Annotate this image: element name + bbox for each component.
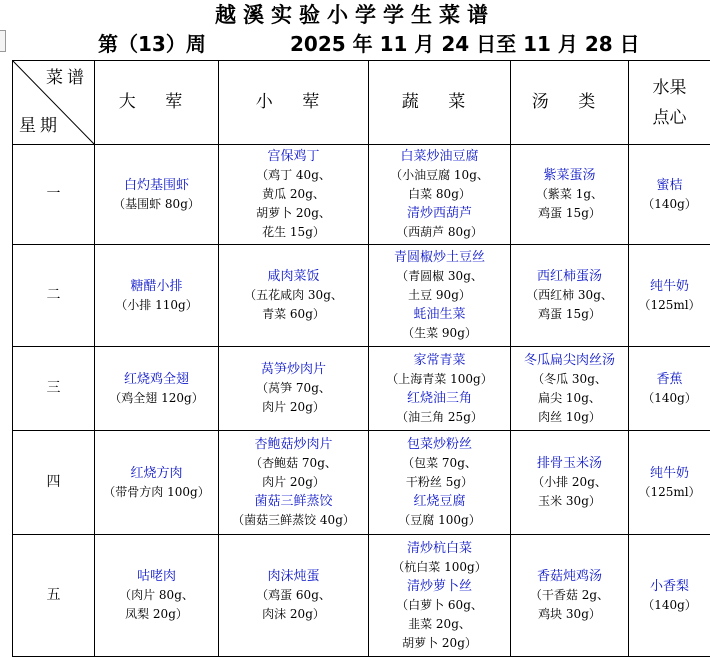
ingredient-line: 韭菜 20g、: [369, 615, 510, 634]
ingredient-line: （冬瓜 30g、: [511, 370, 628, 389]
ingredient-line: （140g）: [629, 195, 710, 214]
page-edge-marker: [0, 30, 6, 52]
soup-cell: [511, 347, 629, 431]
fruit-snack-cell: [629, 431, 710, 535]
vegetables-cell: [369, 347, 511, 431]
ingredient-line: 鸡块 30g）: [511, 605, 628, 624]
dish-name: 紫菜蛋汤: [511, 166, 628, 185]
dish-name: 红烧鸡全翅: [95, 370, 218, 389]
side-meat-cell: [219, 145, 369, 245]
day-row: [13, 431, 710, 535]
dish-name: 小香梨: [629, 577, 710, 596]
vegetables-cell: [369, 431, 511, 535]
ingredient-line: 胡萝卜 20g、: [219, 204, 368, 223]
ingredient-line: （油三角 25g）: [369, 408, 510, 427]
ingredient-line: 玉米 30g）: [511, 492, 628, 511]
ingredient-line: （莴笋 70g、: [219, 379, 368, 398]
header-row: [13, 61, 710, 145]
main-meat-cell: [95, 431, 219, 535]
dish-name: 红烧豆腐: [369, 492, 510, 511]
ingredient-line: （小排 110g）: [95, 296, 218, 315]
dish-name: 咸肉菜饭: [219, 267, 368, 286]
date-range: 2025 年 11 月 24 日至 11 月 28 日: [290, 30, 640, 58]
ingredient-line: （菌菇三鲜蒸饺 40g）: [219, 511, 368, 530]
ingredient-line: （西红柿 30g、: [511, 286, 628, 305]
soup-cell: [511, 245, 629, 347]
menu-table: [12, 60, 710, 657]
header-fruit: 水果: [629, 73, 710, 103]
dish-name: 香菇炖鸡汤: [511, 567, 628, 586]
weekday-cell: 五: [13, 535, 95, 657]
ingredient-line: （125ml）: [629, 483, 710, 502]
ingredient-line: （140g）: [629, 389, 710, 408]
weekday-cell: 四: [13, 431, 95, 535]
ingredient-line: （带骨方肉 100g）: [95, 483, 218, 502]
main-meat-cell: [95, 245, 219, 347]
ingredient-line: 凤梨 20g）: [95, 605, 218, 624]
dish-name: 糖醋小排: [95, 277, 218, 296]
ingredient-line: 白菜 80g）: [369, 185, 510, 204]
ingredient-line: （基围虾 80g）: [95, 195, 218, 214]
header-main-meat: 大 荤: [95, 61, 219, 145]
ingredient-line: （紫菜 1g、: [511, 185, 628, 204]
ingredient-line: （干香菇 2g、: [511, 586, 628, 605]
dish-name: 莴笋炒肉片: [219, 360, 368, 379]
dish-name: 宫保鸡丁: [219, 147, 368, 166]
fruit-snack-cell: [629, 347, 710, 431]
ingredient-line: 扁尖 10g、: [511, 389, 628, 408]
dish-name: 红烧方肉: [95, 464, 218, 483]
vegetables-cell: [369, 535, 511, 657]
dish-name: 咕咾肉: [95, 567, 218, 586]
ingredient-line: 肉沫 20g）: [219, 605, 368, 624]
day-row: [13, 347, 710, 431]
ingredient-line: （上海青菜 100g）: [369, 370, 510, 389]
dish-name: 菌菇三鲜蒸饺: [219, 492, 368, 511]
header-vegetables: 蔬 菜: [369, 61, 511, 145]
dish-name: 纯牛奶: [629, 464, 710, 483]
header-snack: 点心: [629, 103, 710, 133]
ingredient-line: 肉片 20g）: [219, 398, 368, 417]
ingredient-line: 花生 15g）: [219, 223, 368, 242]
ingredient-line: （鸡蛋 60g、: [219, 586, 368, 605]
day-row: [13, 145, 710, 245]
header-fruit-snack: [629, 61, 710, 145]
side-meat-cell: [219, 535, 369, 657]
corner-label-menu: 菜谱: [46, 69, 88, 88]
ingredient-line: （白萝卜 60g、: [369, 596, 510, 615]
dish-name: 香蕉: [629, 370, 710, 389]
ingredient-line: （肉片 80g、: [95, 586, 218, 605]
header-side-meat: 小 荤: [219, 61, 369, 145]
day-row: [13, 245, 710, 347]
ingredient-line: （小排 20g、: [511, 473, 628, 492]
side-meat-cell: [219, 431, 369, 535]
day-row: [13, 535, 710, 657]
ingredient-line: 鸡蛋 15g）: [511, 305, 628, 324]
dish-name: 蜜桔: [629, 176, 710, 195]
ingredient-line: 干粉丝 5g）: [369, 473, 510, 492]
weekday-cell: 三: [13, 347, 95, 431]
dish-name: 排骨玉米汤: [511, 454, 628, 473]
ingredient-line: 鸡蛋 15g）: [511, 204, 628, 223]
dish-name: 清炒杭白菜: [369, 539, 510, 558]
ingredient-line: 青菜 60g）: [219, 305, 368, 324]
side-meat-cell: [219, 245, 369, 347]
ingredient-line: （125ml）: [629, 296, 710, 315]
dish-name: 西红柿蛋汤: [511, 267, 628, 286]
ingredient-line: （西葫芦 80g）: [369, 223, 510, 242]
fruit-snack-cell: [629, 245, 710, 347]
dish-name: 青圆椒炒土豆丝: [369, 248, 510, 267]
vegetables-cell: [369, 245, 511, 347]
ingredient-line: （小油豆腐 10g、: [369, 166, 510, 185]
corner-label-weekday: 星期: [19, 117, 61, 136]
ingredient-line: （生菜 90g）: [369, 324, 510, 343]
dish-name: 白菜炒油豆腐: [369, 147, 510, 166]
dish-name: 包菜炒粉丝: [369, 435, 510, 454]
dish-name: 红烧油三角: [369, 389, 510, 408]
dish-name: 清炒萝卜丝: [369, 577, 510, 596]
ingredient-line: 土豆 90g）: [369, 286, 510, 305]
main-meat-cell: [95, 145, 219, 245]
ingredient-line: （鸡全翅 120g）: [95, 389, 218, 408]
main-meat-cell: [95, 535, 219, 657]
fruit-snack-cell: [629, 145, 710, 245]
weekday-cell: 二: [13, 245, 95, 347]
vegetables-cell: [369, 145, 511, 245]
soup-cell: [511, 535, 629, 657]
menu-title: 越溪实验小学学生菜谱: [0, 2, 710, 28]
dish-name: 家常青菜: [369, 351, 510, 370]
ingredient-line: 肉片 20g）: [219, 473, 368, 492]
dish-name: 白灼基围虾: [95, 176, 218, 195]
dish-name: 冬瓜扁尖肉丝汤: [511, 351, 628, 370]
soup-cell: [511, 431, 629, 535]
ingredient-line: （杏鲍菇 70g、: [219, 454, 368, 473]
side-meat-cell: [219, 347, 369, 431]
dish-name: 清炒西葫芦: [369, 204, 510, 223]
weekday-cell: 一: [13, 145, 95, 245]
dish-name: 蚝油生菜: [369, 305, 510, 324]
ingredient-line: 黄瓜 20g、: [219, 185, 368, 204]
menu-body: [13, 145, 710, 657]
ingredient-line: （五花咸肉 30g、: [219, 286, 368, 305]
ingredient-line: （140g）: [629, 596, 710, 615]
ingredient-line: （豆腐 100g）: [369, 511, 510, 530]
ingredient-line: （青圆椒 30g、: [369, 267, 510, 286]
soup-cell: [511, 145, 629, 245]
dish-name: 肉沫炖蛋: [219, 567, 368, 586]
week-number: 第（13）周: [98, 30, 206, 58]
ingredient-line: （杭白菜 100g）: [369, 558, 510, 577]
ingredient-line: （包菜 70g、: [369, 454, 510, 473]
corner-header: [13, 61, 95, 145]
fruit-snack-cell: [629, 535, 710, 657]
header-soup: 汤 类: [511, 61, 629, 145]
ingredient-line: （鸡丁 40g、: [219, 166, 368, 185]
ingredient-line: 肉丝 10g）: [511, 408, 628, 427]
dish-name: 纯牛奶: [629, 277, 710, 296]
ingredient-line: 胡萝卜 20g）: [369, 634, 510, 653]
dish-name: 杏鲍菇炒肉片: [219, 435, 368, 454]
main-meat-cell: [95, 347, 219, 431]
